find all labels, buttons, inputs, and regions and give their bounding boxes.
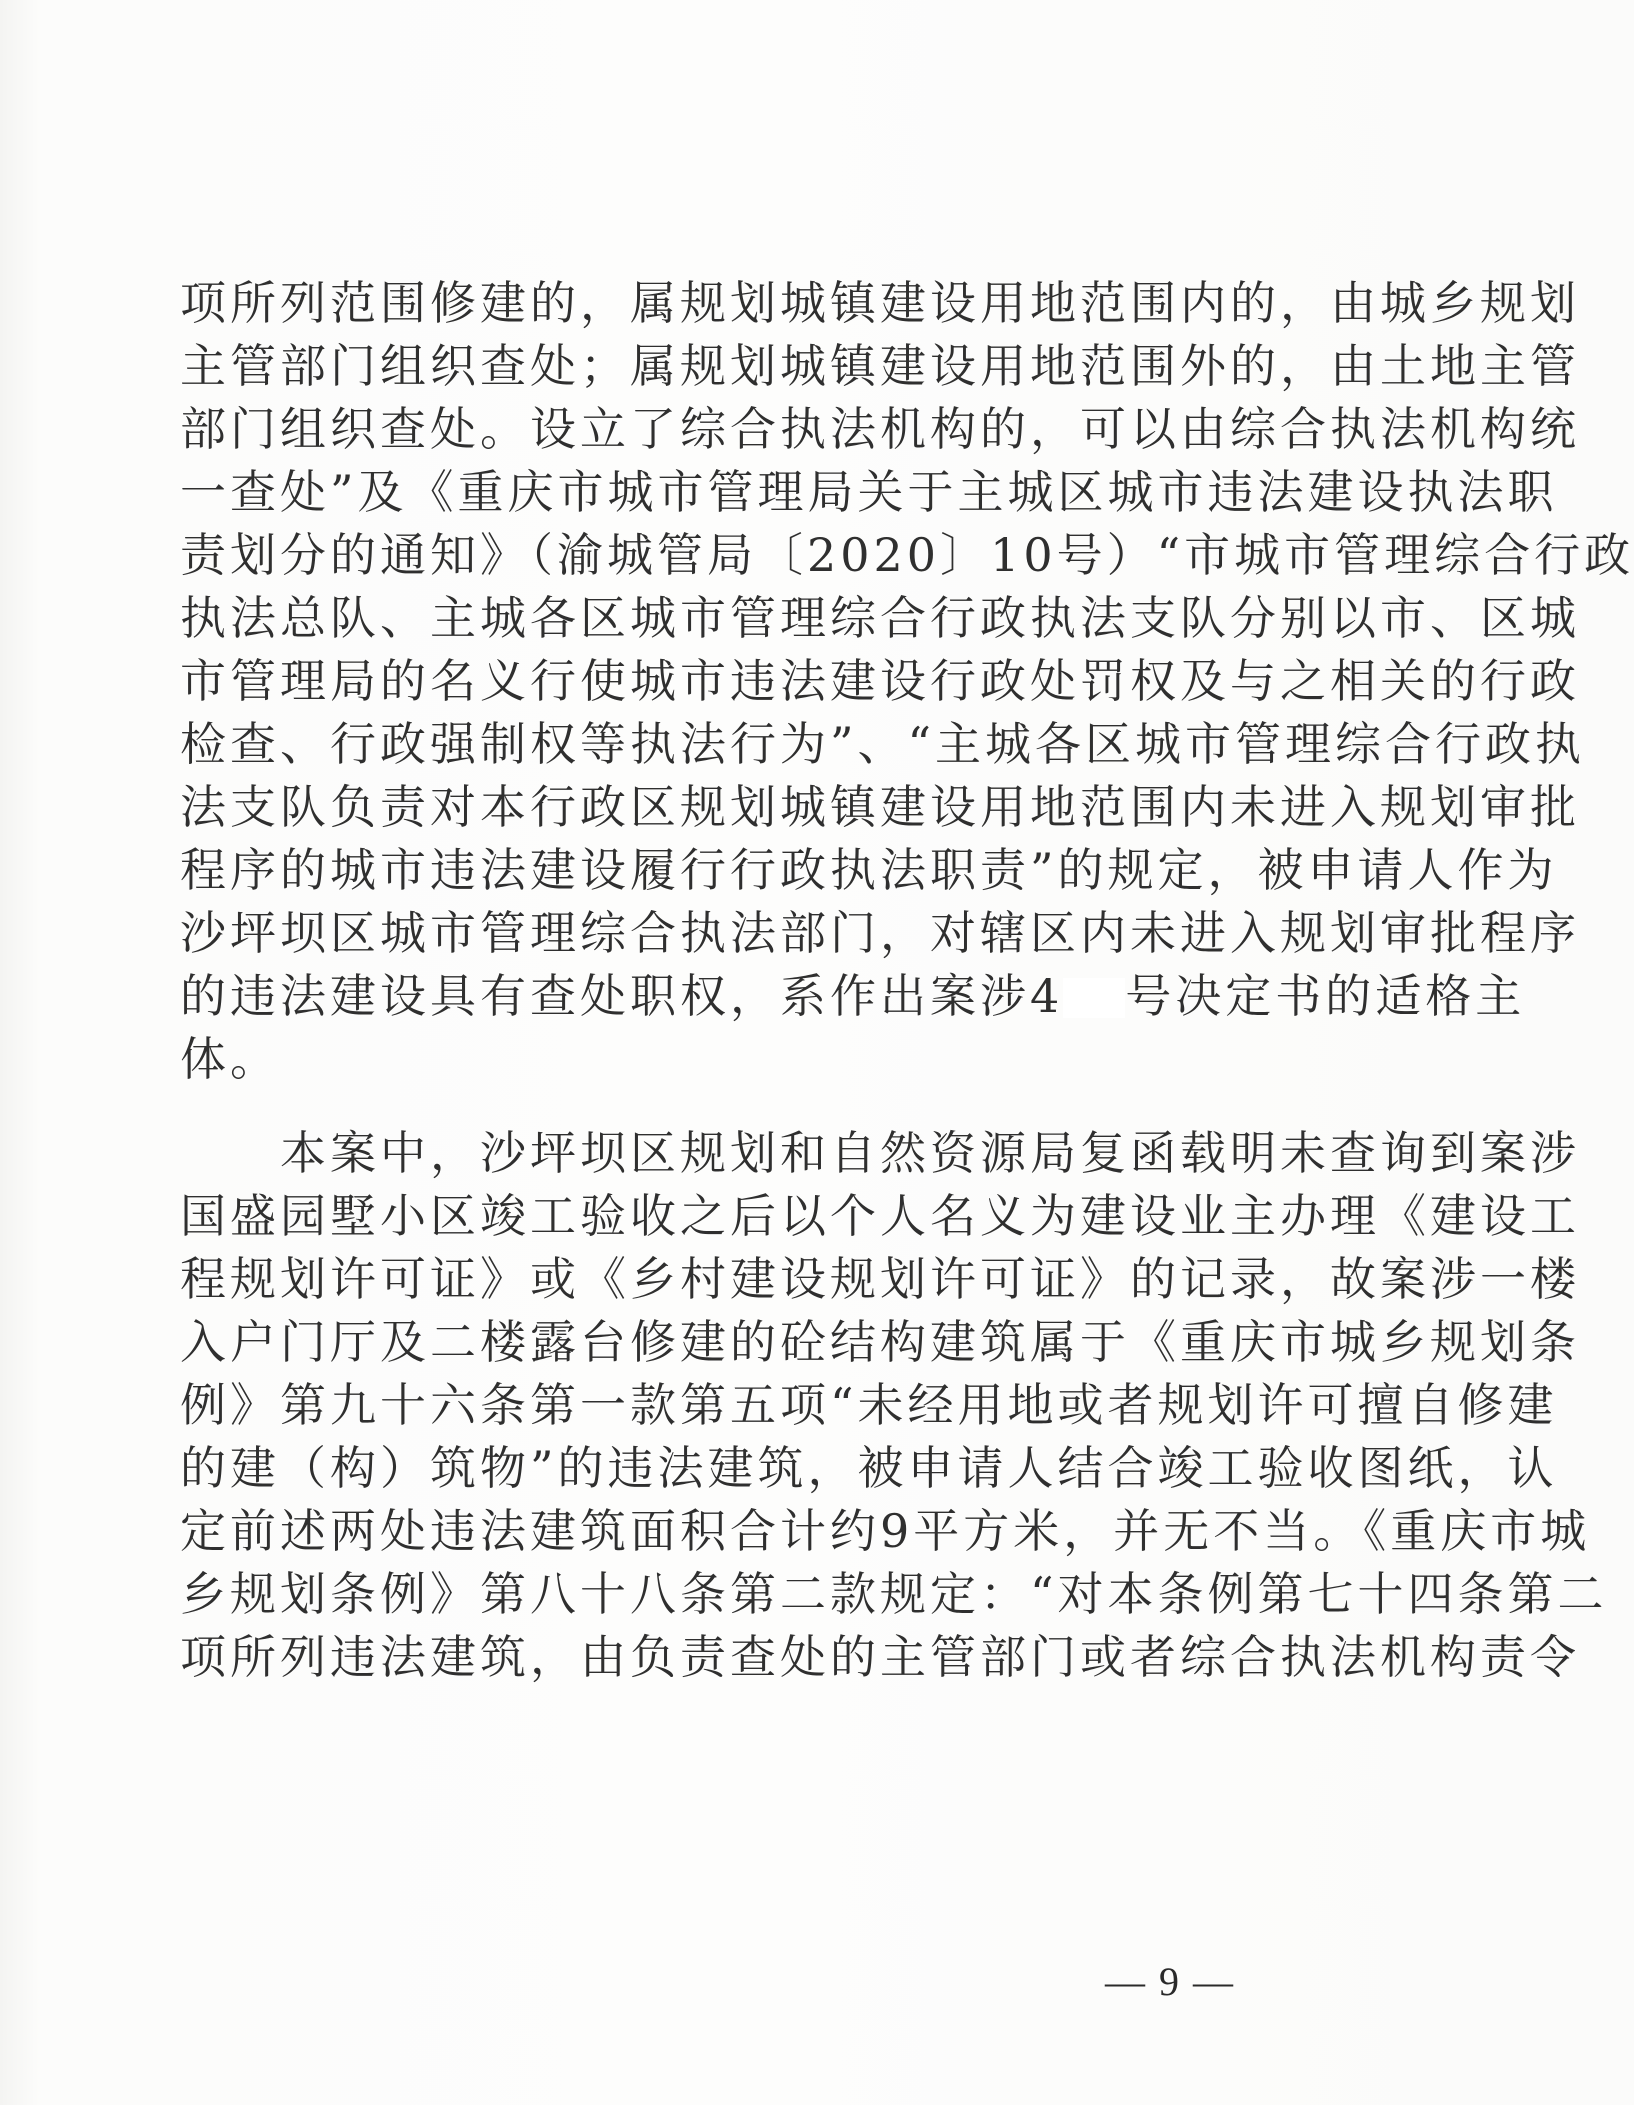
paragraph-2: [180, 1122, 1608, 1689]
paragraph-gap: [180, 1091, 1300, 1122]
text-line: 执法总队、主城各区城市管理综合行政执法支队分别以市、区城: [180, 591, 1580, 645]
document-body: [180, 272, 1634, 1689]
text-line: 例》第九十六条第一款第五项“未经用地或者规划许可擅自修建: [180, 1378, 1558, 1432]
text-line: 法支队负责对本行政区规划城镇建设用地范围内未进入规划审批: [180, 780, 1580, 834]
text-line: 本案中，沙坪坝区规划和自然资源局复函载明未查询到案涉: [180, 1126, 1580, 1180]
text-line: 市管理局的名义行使城市违法建设行政处罚权及与之相关的行政: [180, 654, 1580, 708]
text-line: 项所列违法建筑，由负责查处的主管部门或者综合执法机构责令: [180, 1630, 1580, 1684]
text-line: 体。: [180, 1032, 280, 1086]
text-line: 责划分的通知》（渝城管局〔2020〕10号）“市城市管理综合行政: [180, 528, 1634, 582]
redaction-block: [1063, 978, 1125, 1018]
text-line: 程序的城市违法建设履行行政执法职责”的规定，被申请人作为: [180, 843, 1558, 897]
text-line: 乡规划条例》第八十八条第二款规定：“对本条例第七十四条第二: [180, 1567, 1608, 1621]
page-number: — 9 —: [1105, 1959, 1235, 2004]
text-line: 检查、行政强制权等执法行为”、“主城各区城市管理综合行政执: [180, 717, 1586, 771]
text-line-redacted: [180, 965, 1526, 1028]
text-line: 部门组织查处。设立了综合执法机构的，可以由综合执法机构统: [180, 402, 1580, 456]
text-line: 沙坪坝区城市管理综合执法部门，对辖区内未进入规划审批程序: [180, 906, 1580, 960]
paragraph-1: [180, 272, 1634, 1091]
text-line: 一查处”及《重庆市城市管理局关于主城区城市违法建设执法职: [180, 465, 1558, 519]
text-line: 定前述两处违法建筑面积合计约9平方米，并无不当。《重庆市城: [180, 1504, 1591, 1558]
text-line: 程规划许可证》或《乡村建设规划许可证》的记录，故案涉一楼: [180, 1252, 1580, 1306]
text-line: 国盛园墅小区竣工验收之后以个人名义为建设业主办理《建设工: [180, 1189, 1580, 1243]
text-line: 入户门厅及二楼露台修建的砼结构建筑属于《重庆市城乡规划条: [180, 1315, 1580, 1369]
text-line: 的建（构）筑物”的违法建筑，被申请人结合竣工验收图纸，认: [180, 1441, 1558, 1495]
text-segment: 号决定书的适格主: [1125, 969, 1526, 1023]
text-line: 项所列范围修建的，属规划城镇建设用地范围内的，由城乡规划: [180, 276, 1580, 330]
text-line: 主管部门组织查处；属规划城镇建设用地范围外的，由土地主管: [180, 339, 1580, 393]
text-segment: 的违法建设具有查处职权，系作出案涉4: [180, 969, 1064, 1023]
